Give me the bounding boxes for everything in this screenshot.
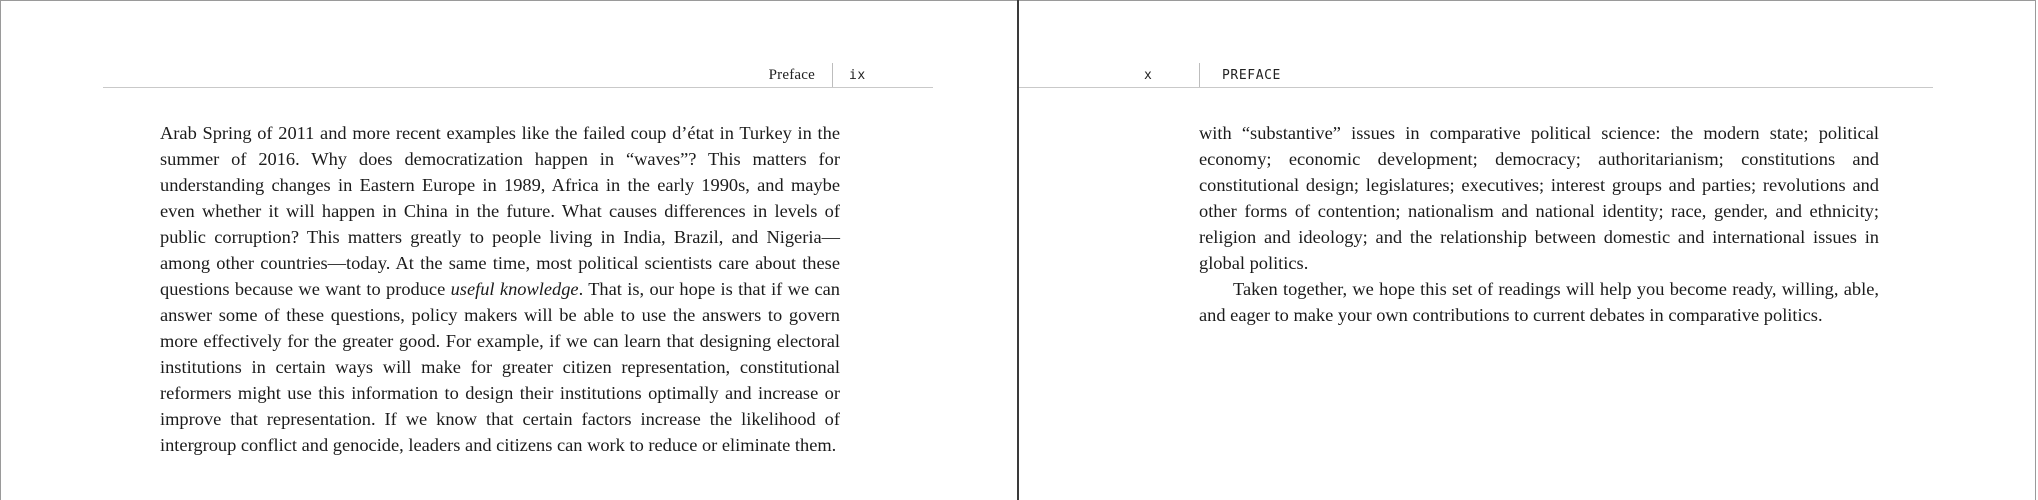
- right-page: [1019, 0, 2036, 500]
- running-head-separator: [832, 63, 833, 87]
- page-number: ix: [849, 68, 866, 83]
- running-head-title: Preface: [768, 67, 815, 83]
- running-head-separator: [1199, 63, 1200, 87]
- page-number: x: [1144, 68, 1153, 83]
- right-running-head: [1019, 62, 1933, 88]
- right-body-text: [1199, 120, 1879, 328]
- text-run: . That is, our hope is that if we can answer some of these questions, policy makers will be able to use the answers to govern more effectively for the greater good. For example, if we can learn that designing electoral institutions in certain ways will make for greater citizen representation, constitutional reformers might use this information to design their institutions optimally and increase or improve that representation. If we know that certain factors increase the likelihood of intergroup conflict and genocide, leaders and citizens can work to reduce or eliminate them.: [160, 279, 840, 455]
- paragraph: with “substantive” issues in comparative political science: the modern state; political economy; economic development; democracy; authoritarianism; constitutions and constitutional design; legislatures; executives; interest groups and parties; revolutions and other forms of contention; nationalism and national identity; race, gender, and ethnicity; religion and ideology; and the relationship between domestic and international issues in global politics.: [1199, 123, 1879, 273]
- paragraph: [160, 120, 840, 458]
- left-running-head: [103, 62, 933, 88]
- left-page: [0, 0, 1017, 500]
- text-run: Arab Spring of 2011 and more recent examples like the failed coup d’état in Turkey in the summer of 2016. Why does democratization happen in “waves”? This matters for understanding changes in Eastern Europe in 1989, Africa in the early 1990s, and maybe even whether it will happen in China in the future. What causes differences in levels of public corruption? This matters greatly to people living in India, Brazil, and Nigeria—among other countries—today. At the same time, most political scientists care about these questions because we want to produce: [160, 123, 840, 299]
- left-body-text: [160, 120, 840, 458]
- italic-text-run: useful knowledge: [450, 279, 579, 299]
- running-head-title: PREFACE: [1222, 68, 1281, 83]
- paragraph: Taken together, we hope this set of readings will help you become ready, willing, able, and eager to make your own contributions to current debates in comparative politics.: [1199, 279, 1879, 325]
